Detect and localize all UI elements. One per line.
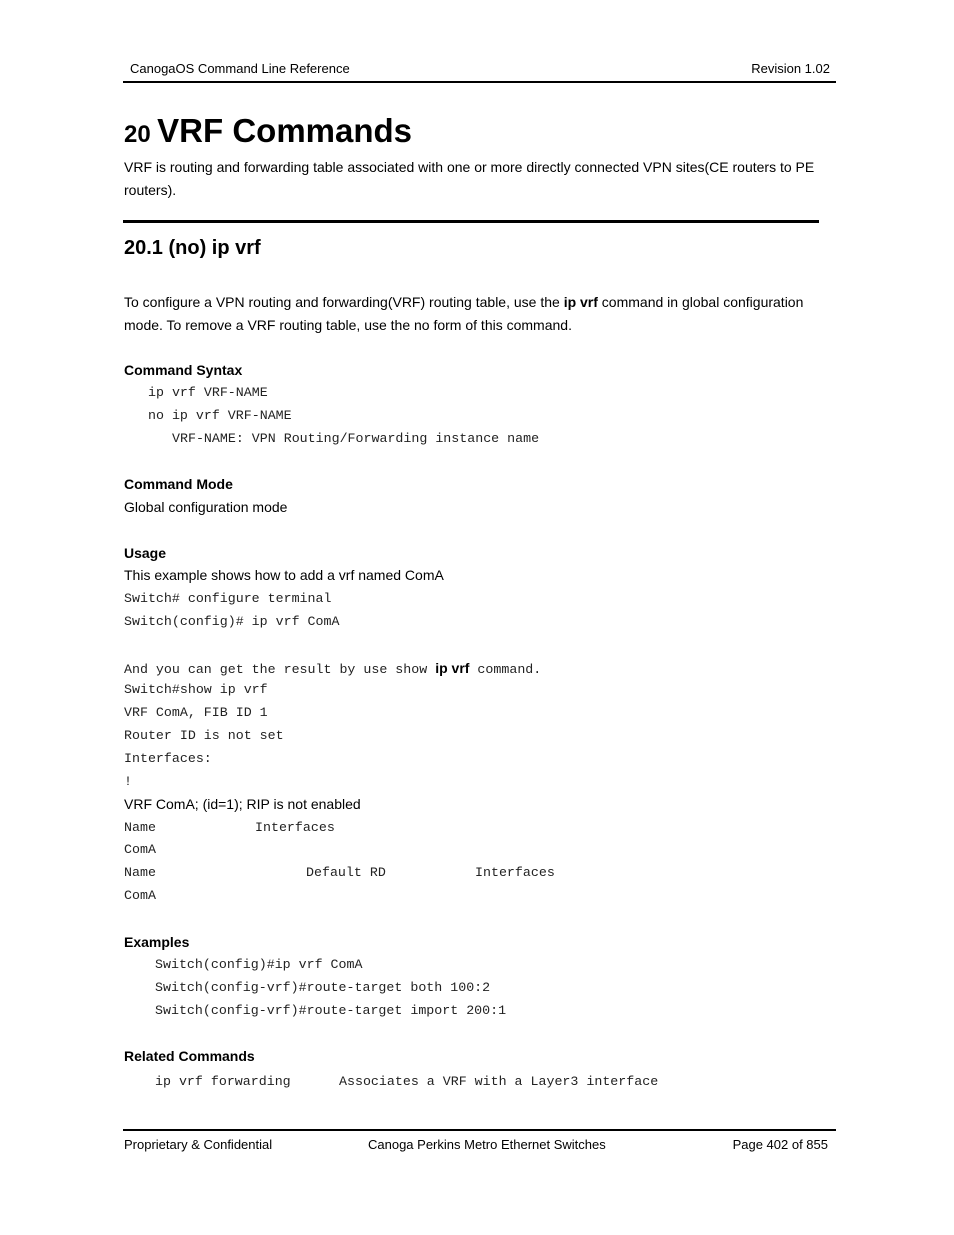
output-line: !: [124, 774, 132, 789]
description-command: ip vrf: [563, 294, 598, 310]
chapter-intro: VRF is routing and forwarding table associated with one or more directly connected VPN sites(CE routers to PE routers).: [124, 159, 815, 198]
output-line: Interfaces:: [124, 751, 212, 766]
related-heading: Related Commands: [124, 1048, 255, 1064]
example-line: Switch(config-vrf)#route-target import 200:1: [155, 1003, 507, 1018]
examples-heading: Examples: [124, 934, 190, 950]
syntax-line: ip vrf VRF-NAME: [148, 385, 268, 400]
syntax-line: no ip vrf VRF-NAME: [148, 408, 292, 423]
usage-result-line: [124, 660, 541, 678]
footer-left: Proprietary & Confidential: [124, 1137, 273, 1152]
description-text-end: command in global configuration mode. To remove a VRF routing table, use the no form of this command.: [124, 294, 804, 333]
table2-col-rd: Default RD: [306, 865, 386, 880]
table1-col-name: Name: [124, 820, 156, 835]
chapter-heading: [124, 112, 412, 150]
table2-col-interfaces: Interfaces: [475, 865, 555, 880]
header-revision: Revision 1.02: [751, 61, 830, 76]
vrf-status-line: VRF ComA; (id=1); RIP is not enabled: [124, 796, 361, 812]
example-line: Switch(config-vrf)#route-target both 100:2: [155, 980, 491, 995]
related-command: ip vrf forwarding: [155, 1074, 291, 1089]
description-text: To configure a VPN routing and forwarding(VRF) routing table, use the: [124, 294, 564, 310]
section-description: [124, 291, 834, 336]
table1-row: ComA: [124, 842, 156, 857]
usage-heading: Usage: [124, 545, 167, 561]
header-title: CanogaOS Command Line Reference: [130, 61, 350, 76]
footer-center: Canoga Perkins Metro Ethernet Switches: [368, 1137, 606, 1152]
header-rule: [123, 81, 836, 83]
table2-row: ComA: [124, 888, 156, 903]
command-mode-text: Global configuration mode: [124, 499, 288, 515]
command-syntax-heading: Command Syntax: [124, 362, 243, 378]
chapter-title: VRF Commands: [157, 112, 413, 149]
chapter-rule: [123, 220, 819, 223]
section-title: 20.1 (no) ip vrf: [124, 237, 261, 259]
example-line: Switch(config)#ip vrf ComA: [155, 957, 363, 972]
result-text: And you can get the result by use show: [124, 662, 436, 677]
table1-col-interfaces: Interfaces: [255, 820, 335, 835]
usage-line: Switch(config)# ip vrf ComA: [124, 614, 340, 629]
table2-col-name: Name: [124, 865, 156, 880]
result-command: ip vrf: [435, 660, 470, 676]
command-mode-heading: Command Mode: [124, 476, 233, 492]
footer-rule: [123, 1129, 836, 1131]
chapter-number: 20: [124, 121, 151, 148]
result-text-end: command.: [469, 662, 542, 677]
syntax-param: VRF-NAME: VPN Routing/Forwarding instance name: [172, 431, 540, 446]
page-number: Page 402 of 855: [732, 1137, 828, 1152]
output-line: VRF ComA, FIB ID 1: [124, 705, 268, 720]
related-description: Associates a VRF with a Layer3 interface: [339, 1074, 659, 1089]
output-line: Switch#show ip vrf: [124, 682, 268, 697]
usage-line: Switch# configure terminal: [124, 591, 332, 606]
usage-intro: This example shows how to add a vrf named ComA: [124, 567, 444, 583]
output-line: Router ID is not set: [124, 728, 284, 743]
